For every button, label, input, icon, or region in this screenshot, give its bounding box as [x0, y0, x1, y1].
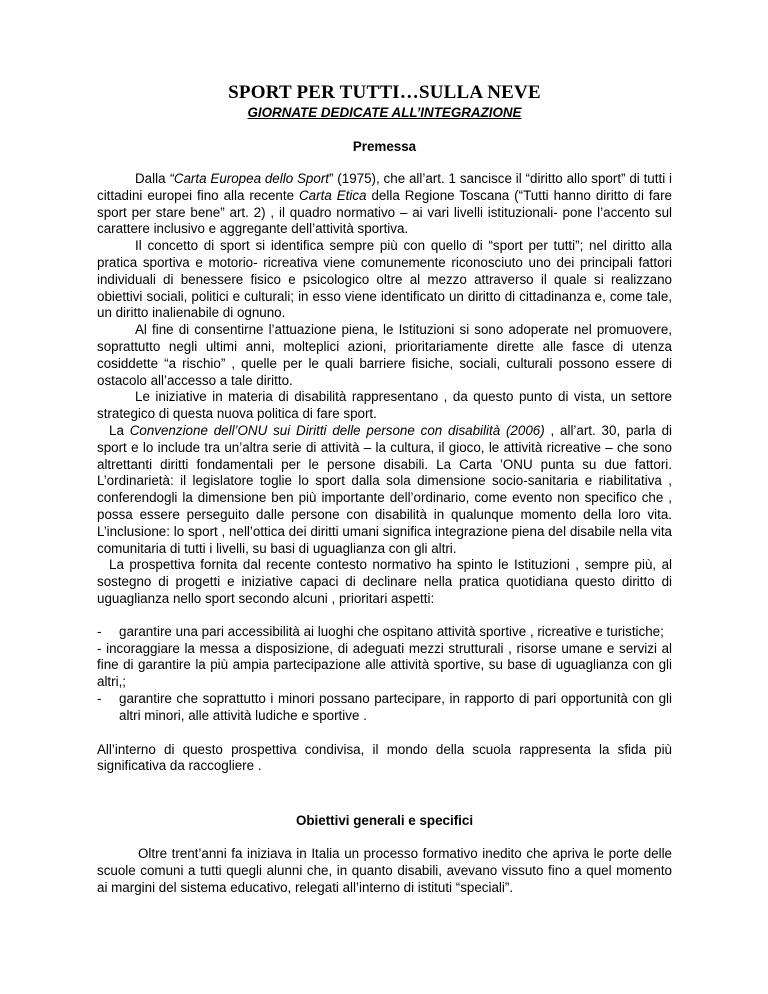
priority-list	[97, 624, 672, 725]
list-dash: -	[97, 623, 102, 639]
italic-run: “Carta Europea dello Sport	[169, 171, 329, 186]
premessa-paragraph-1	[97, 171, 672, 238]
premessa-paragraph-4: Le iniziative in materia di disabilità rappresentano , da questo punto di vista, un settore strategico di questa nuova politica di fare sport.	[97, 389, 672, 422]
section-heading-premessa: Premessa	[352, 139, 417, 154]
premessa-paragraph-2: Il concetto di sport si identifica sempre più con quello di “sport per tutti”; nel diritto alla pratica sportiva e motorio- ricreativa viene comunemente riconosciuto uno dei principali fattori individuali di benessere fisico e psicologico oltre al mezzo attraverso il quale si realizzano obiettivi sociali, politici e culturali; in esso viene identificato un diritto di cittadinanza e, come tale, un diritto inalienabile di ognuno.	[97, 238, 672, 321]
text-run: della Regione Toscana (“Tutti hanno diritto di fare sport per stare bene” art. 2) , il quadro normativo – ai vari livelli istituzionali- pone l’accento sul carattere inclusivo e aggregante dell’attività sportiva.	[97, 187, 672, 237]
document-subtitle: GIORNATE DEDICATE ALL’INTEGRAZIONE	[247, 105, 522, 120]
premessa-paragraph-3: Al fine di consentirne l’attuazione piena, le Istituzioni si sono adoperate nel promuovere, soprattutto negli ultimi anni, molteplici azioni, prioritariamente dirette alle fasce di utenza cosiddette “a rischio” , quelle per le quali barriere fisiche, sociali, culturali possono essere di ostacolo all’accesso a tale diritto.	[97, 322, 672, 388]
premessa-paragraph-6: La prospettiva fornita dal recente contesto normativo ha spinto le Istituzioni , sempre più, al sostegno di progetti e iniziative capaci di declinare nella pratica quotidiana questo diritto di uguaglianza nello sport secondo alcuni , prioritari aspetti:	[97, 557, 672, 606]
premessa-paragraph-5	[97, 423, 672, 557]
obiettivi-paragraph-1: Oltre trent’anni fa iniziava in Italia un processo formativo inedito che apriva le porte delle scuole comuni a tutti quegli alunni che, in quanto disabili, avevano vissuto fino a quel momento ai margini del sistema educativo, relegati all’interno di istituti “speciali”.	[97, 846, 672, 895]
list-item-text: garantire che soprattutto i minori possano partecipare, in rapporto di pari opportunità con gli altri minori, alle attività ludiche e sportive .	[119, 690, 672, 723]
list-item	[97, 691, 672, 725]
list-item-text: garantire una pari accessibilità ai luoghi che ospitano attività sportive , ricreative e turistiche;	[119, 623, 664, 639]
premessa-closing-paragraph: All’interno di questo prospettiva condivisa, il mondo della scuola rappresenta la sfida più significativa da raccogliere .	[97, 741, 672, 774]
document-title: SPORT PER TUTTI…SULLA NEVE	[228, 82, 541, 103]
list-item	[97, 624, 672, 641]
text-run: Dalla	[135, 171, 170, 186]
text-run: , all’art. 30, parla di sport e lo include tra un’altra serie di attività – la cultura, il gioco, le attività ricreative – che sono altrettanti diritti fondamentali per le persone disabili. La Carta ’ONU punta su due fattori. L’ordinarietà: il legislatore toglie lo sport dalla sola dimensione socio-sanitaria e riabilitativa , conferendogli la dimensione ben più importante dell’ordinario, come evento non specifico che , possa essere perseguito dalle persone con disabilità in qualunque momento della loro vita. L’inclusione: lo sport , nell’ottica dei diritti umani significa integrazione piena del disabile nella vita comunitaria di tutti i livelli, su basi di uguaglianza con gli altri.	[97, 422, 672, 556]
text-run: ” (1975), che all’art. 1 sancisce il “diritto allo sport” di tutti i cittadini europei fino alla recente	[97, 171, 672, 203]
list-item: - incoraggiare la messa a disposizione, di adeguati mezzi strutturali , risorse umane e servizi al fine di garantire la più ampia partecipazione alle attività sportive, su base di uguaglianza con gli altri,;	[97, 640, 672, 690]
section-heading-obiettivi: Obiettivi generali e specifici	[295, 813, 474, 829]
list-dash: -	[97, 690, 102, 706]
text-run: La	[109, 422, 130, 438]
italic-run: Convenzione dell’ONU sui Diritti delle persone con disabilità (2006)	[129, 422, 545, 438]
italic-run: Carta Etica	[299, 187, 367, 203]
